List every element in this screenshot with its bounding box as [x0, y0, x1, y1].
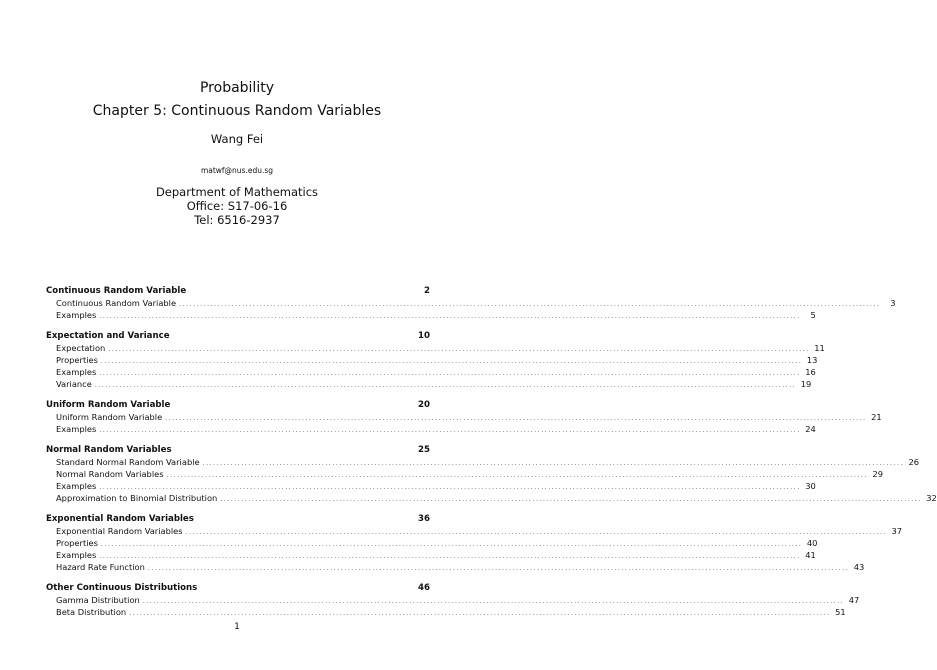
- toc-leader-dots: ........................................................................................................................................................................................................: [202, 460, 905, 467]
- toc-entry[interactable]: [46, 456, 920, 468]
- toc-section-page: 20: [418, 400, 430, 410]
- toc-entry[interactable]: [46, 468, 884, 480]
- toc-leader-dots: ........................................................................................................................................................................................................: [108, 346, 810, 353]
- table-of-contents: [46, 285, 937, 627]
- toc-section-heading[interactable]: [46, 582, 430, 594]
- toc-entry-page: 3: [890, 298, 896, 308]
- department-block: [0, 185, 474, 227]
- toc-entry[interactable]: [46, 549, 816, 561]
- toc-section-title: Normal Random Variables: [46, 445, 172, 455]
- toc-section-page: 10: [418, 331, 430, 341]
- toc-entry[interactable]: [46, 561, 865, 573]
- toc-entry-page: 21: [871, 412, 882, 422]
- toc-entry[interactable]: [46, 309, 816, 321]
- toc-leader-dots: ........................................................................................................................................................................................................: [99, 553, 801, 560]
- toc-section: [46, 444, 937, 504]
- toc-section-page: 36: [418, 514, 430, 524]
- toc-entry[interactable]: [46, 297, 896, 309]
- toc-entry[interactable]: [46, 525, 903, 537]
- toc-entry-page: 5: [810, 310, 816, 320]
- office-location: Office: S17-06-16: [186, 199, 288, 213]
- toc-entry-page: 32: [926, 493, 937, 503]
- toc-section-title: Continuous Random Variable: [46, 286, 187, 296]
- toc-entry-page: 37: [891, 526, 903, 536]
- toc-leader-dots: ........................................................................................................................................................................................................: [185, 529, 888, 536]
- toc-entry-page: 19: [800, 379, 812, 389]
- toc-section-page: 2: [424, 286, 430, 296]
- toc-entry[interactable]: [46, 411, 882, 423]
- toc-entry-title: Standard Normal Random Variable: [56, 457, 200, 467]
- toc-entry-page: 41: [805, 550, 816, 560]
- toc-entry-title: Beta Distribution: [56, 607, 127, 617]
- toc-leader-dots: ........................................................................................................................................................................................................: [179, 301, 881, 308]
- toc-section: [46, 285, 896, 321]
- toc-entry-title: Uniform Random Variable: [56, 412, 163, 422]
- toc-entry[interactable]: [46, 480, 816, 492]
- toc-entry[interactable]: [46, 378, 812, 390]
- toc-entry-title: Properties: [56, 355, 98, 365]
- toc-entry-page: 51: [835, 607, 846, 617]
- toc-section-page: 46: [418, 583, 430, 593]
- toc-section-heading[interactable]: [46, 513, 430, 525]
- toc-entry-title: Examples: [56, 367, 97, 377]
- toc-leader-dots: ........................................................................................................................................................................................................: [99, 484, 801, 491]
- toc-section-heading[interactable]: [46, 399, 430, 411]
- toc-entry-title: Variance: [56, 379, 92, 389]
- telephone: Tel: 6516-2937: [194, 213, 280, 227]
- toc-leader-dots: ........................................................................................................................................................................................................: [129, 610, 831, 617]
- toc-entry-page: 24: [805, 424, 816, 434]
- toc-leader-dots: ........................................................................................................................................................................................................: [165, 415, 867, 422]
- toc-entry-page: 29: [872, 469, 884, 479]
- toc-section-heading[interactable]: [46, 444, 430, 456]
- toc-entry-page: 16: [805, 367, 816, 377]
- toc-section-heading[interactable]: [46, 330, 430, 342]
- toc-section-page: 25: [418, 445, 430, 455]
- toc-section: [46, 582, 860, 618]
- toc-entry-page: 47: [848, 595, 860, 605]
- toc-entry-page: 26: [908, 457, 920, 467]
- toc-leader-dots: ........................................................................................................................................................................................................: [220, 496, 922, 503]
- toc-entry[interactable]: [46, 354, 818, 366]
- toc-leader-dots: ........................................................................................................................................................................................................: [99, 313, 801, 320]
- toc-leader-dots: ........................................................................................................................................................................................................: [100, 358, 803, 365]
- toc-entry-page: 13: [806, 355, 818, 365]
- toc-entry-title: Normal Random Variables: [56, 469, 164, 479]
- toc-section-title: Expectation and Variance: [46, 331, 170, 341]
- toc-entry-title: Expectation: [56, 343, 106, 353]
- toc-entry-page: 11: [814, 343, 825, 353]
- toc-entry-title: Continuous Random Variable: [56, 298, 177, 308]
- toc-entry-title: Examples: [56, 310, 97, 320]
- toc-entry[interactable]: [46, 342, 825, 354]
- doc-subtitle: Chapter 5: Continuous Random Variables: [92, 103, 382, 119]
- doc-author: Wang Fei: [210, 132, 264, 146]
- toc-entry-title: Examples: [56, 481, 97, 491]
- toc-section-heading[interactable]: [46, 285, 430, 297]
- toc-entry[interactable]: [46, 537, 818, 549]
- toc-section-title: Uniform Random Variable: [46, 400, 171, 410]
- toc-entry[interactable]: [46, 594, 860, 606]
- toc-leader-dots: ........................................................................................................................................................................................................: [166, 472, 869, 479]
- toc-entry-page: 40: [806, 538, 818, 548]
- toc-entry[interactable]: [46, 366, 816, 378]
- toc-entry-page: 30: [805, 481, 816, 491]
- toc-section-title: Exponential Random Variables: [46, 514, 194, 524]
- toc-section-title: Other Continuous Distributions: [46, 583, 198, 593]
- page-number: 1: [234, 622, 240, 632]
- toc-leader-dots: ........................................................................................................................................................................................................: [94, 382, 797, 389]
- toc-leader-dots: ........................................................................................................................................................................................................: [147, 565, 850, 572]
- toc-entry-title: Examples: [56, 424, 97, 434]
- toc-section: [46, 399, 882, 435]
- toc-entry[interactable]: [46, 423, 816, 435]
- toc-entry-title: Exponential Random Variables: [56, 526, 183, 536]
- toc-leader-dots: ........................................................................................................................................................................................................: [142, 598, 845, 605]
- toc-entry-title: Approximation to Binomial Distribution: [56, 493, 218, 503]
- toc-entry-page: 43: [853, 562, 865, 572]
- doc-title: Probability: [199, 80, 274, 96]
- toc-section: [46, 330, 825, 390]
- toc-leader-dots: ........................................................................................................................................................................................................: [100, 541, 803, 548]
- toc-leader-dots: ........................................................................................................................................................................................................: [99, 427, 801, 434]
- toc-entry-title: Gamma Distribution: [56, 595, 140, 605]
- toc-entry-title: Hazard Rate Function: [56, 562, 145, 572]
- toc-entry-title: Examples: [56, 550, 97, 560]
- toc-entry[interactable]: [46, 606, 846, 618]
- toc-section: [46, 513, 903, 573]
- toc-leader-dots: ........................................................................................................................................................................................................: [99, 370, 801, 377]
- toc-entry[interactable]: [46, 492, 937, 504]
- doc-email: matwf@nus.edu.sg: [200, 166, 274, 175]
- toc-entry-title: Properties: [56, 538, 98, 548]
- department-name: Department of Mathematics: [155, 185, 319, 199]
